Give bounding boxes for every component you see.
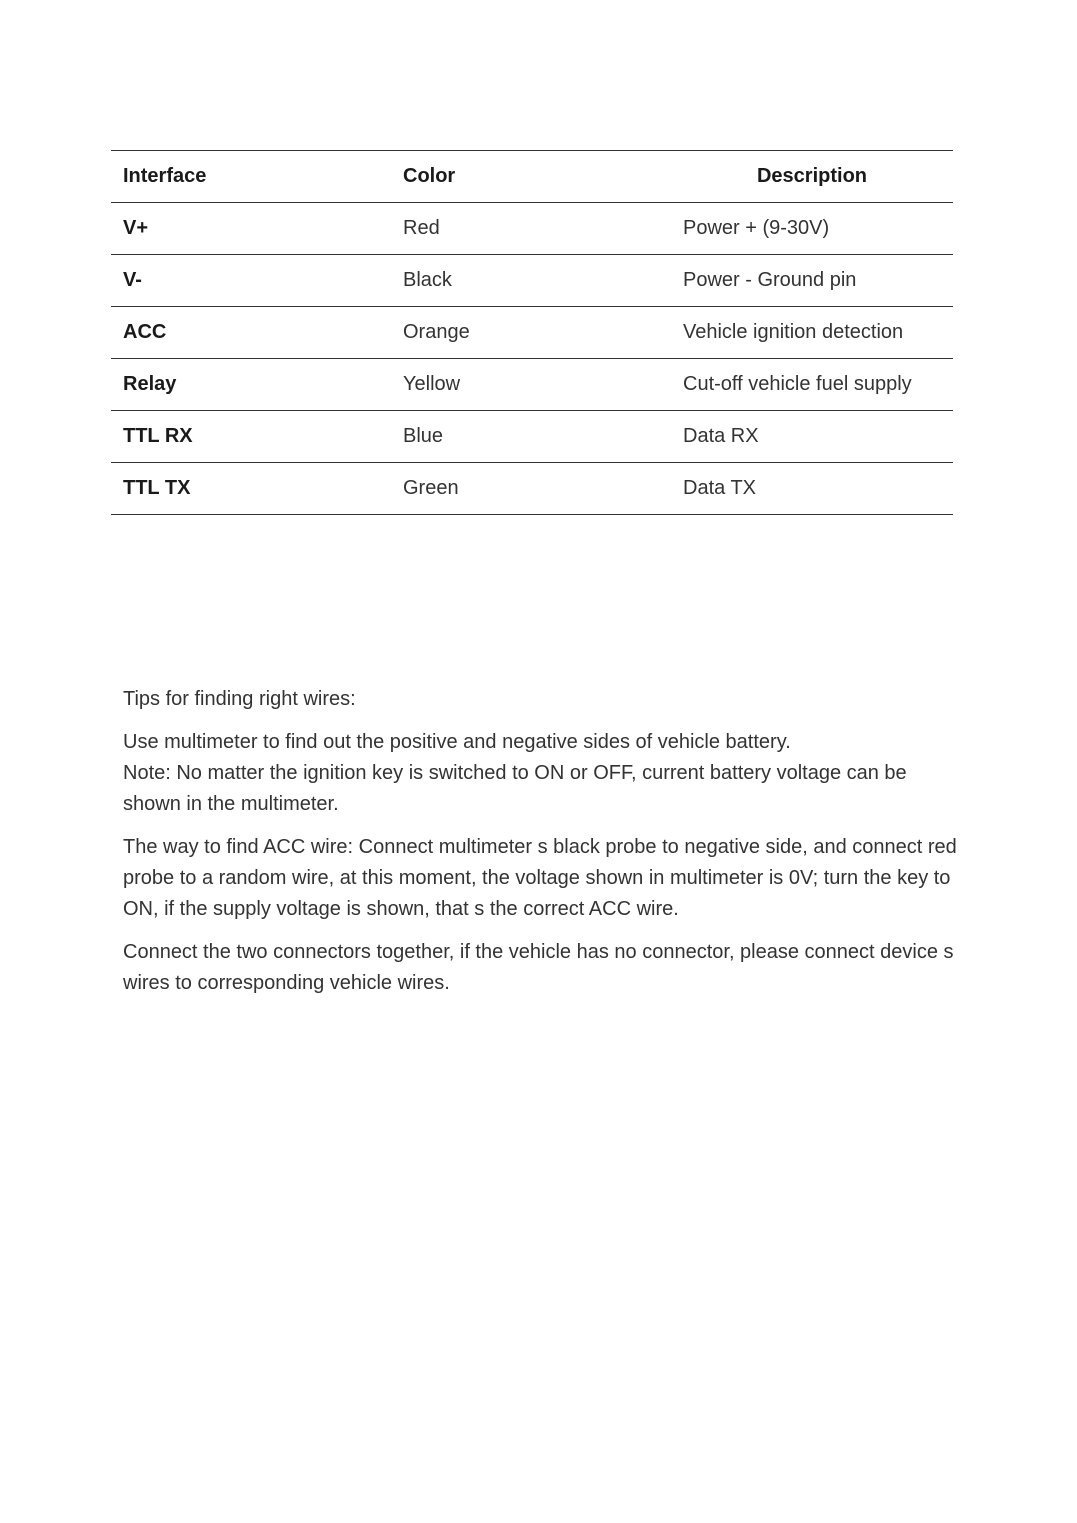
- color-cell: Yellow: [391, 359, 671, 411]
- tips-note-line: Note: No matter the ignition key is switched to ON or OFF, current battery voltage can be shown in the multimeter.: [123, 762, 907, 815]
- header-interface: Interface: [111, 151, 391, 203]
- interface-cell: TTL TX: [111, 463, 391, 515]
- color-cell: Black: [391, 255, 671, 307]
- interface-cell: V-: [111, 255, 391, 307]
- color-cell: Blue: [391, 411, 671, 463]
- tips-battery-line: Use multimeter to find out the positive and negative sides of vehicle battery.: [123, 731, 791, 753]
- description-cell: Cut-off vehicle fuel supply: [671, 359, 953, 411]
- header-description: Description: [671, 151, 953, 203]
- interface-cell: ACC: [111, 307, 391, 359]
- tips-paragraph-battery: [123, 727, 963, 820]
- tips-section: [123, 684, 963, 1011]
- tips-title: Tips for finding right wires:: [123, 688, 356, 710]
- wire-interface-table: [111, 150, 953, 515]
- tips-paragraph-connectors: Connect the two connectors together, if the vehicle has no connector, please connect device s wires to corresponding vehicle wires.: [123, 941, 954, 994]
- table-row: [111, 255, 953, 307]
- color-cell: Red: [391, 203, 671, 255]
- table-row: [111, 307, 953, 359]
- color-cell: Orange: [391, 307, 671, 359]
- interface-cell: TTL RX: [111, 411, 391, 463]
- description-cell: Power - Ground pin: [671, 255, 953, 307]
- description-cell: Data RX: [671, 411, 953, 463]
- table-row: [111, 203, 953, 255]
- tips-paragraph-acc: The way to find ACC wire: Connect multimeter s black probe to negative side, and connect red probe to a random wire, at this moment, the voltage shown in multimeter is 0V; turn the key to ON, if the supply voltage is shown, that s the correct ACC wire.: [123, 836, 957, 920]
- color-cell: Green: [391, 463, 671, 515]
- description-cell: Vehicle ignition detection: [671, 307, 953, 359]
- interface-cell: Relay: [111, 359, 391, 411]
- table-header-row: [111, 151, 953, 203]
- table-row: [111, 359, 953, 411]
- description-cell: Power + (9-30V): [671, 203, 953, 255]
- interface-cell: V+: [111, 203, 391, 255]
- table-row: [111, 411, 953, 463]
- description-cell: Data TX: [671, 463, 953, 515]
- table-row: [111, 463, 953, 515]
- header-color: Color: [391, 151, 671, 203]
